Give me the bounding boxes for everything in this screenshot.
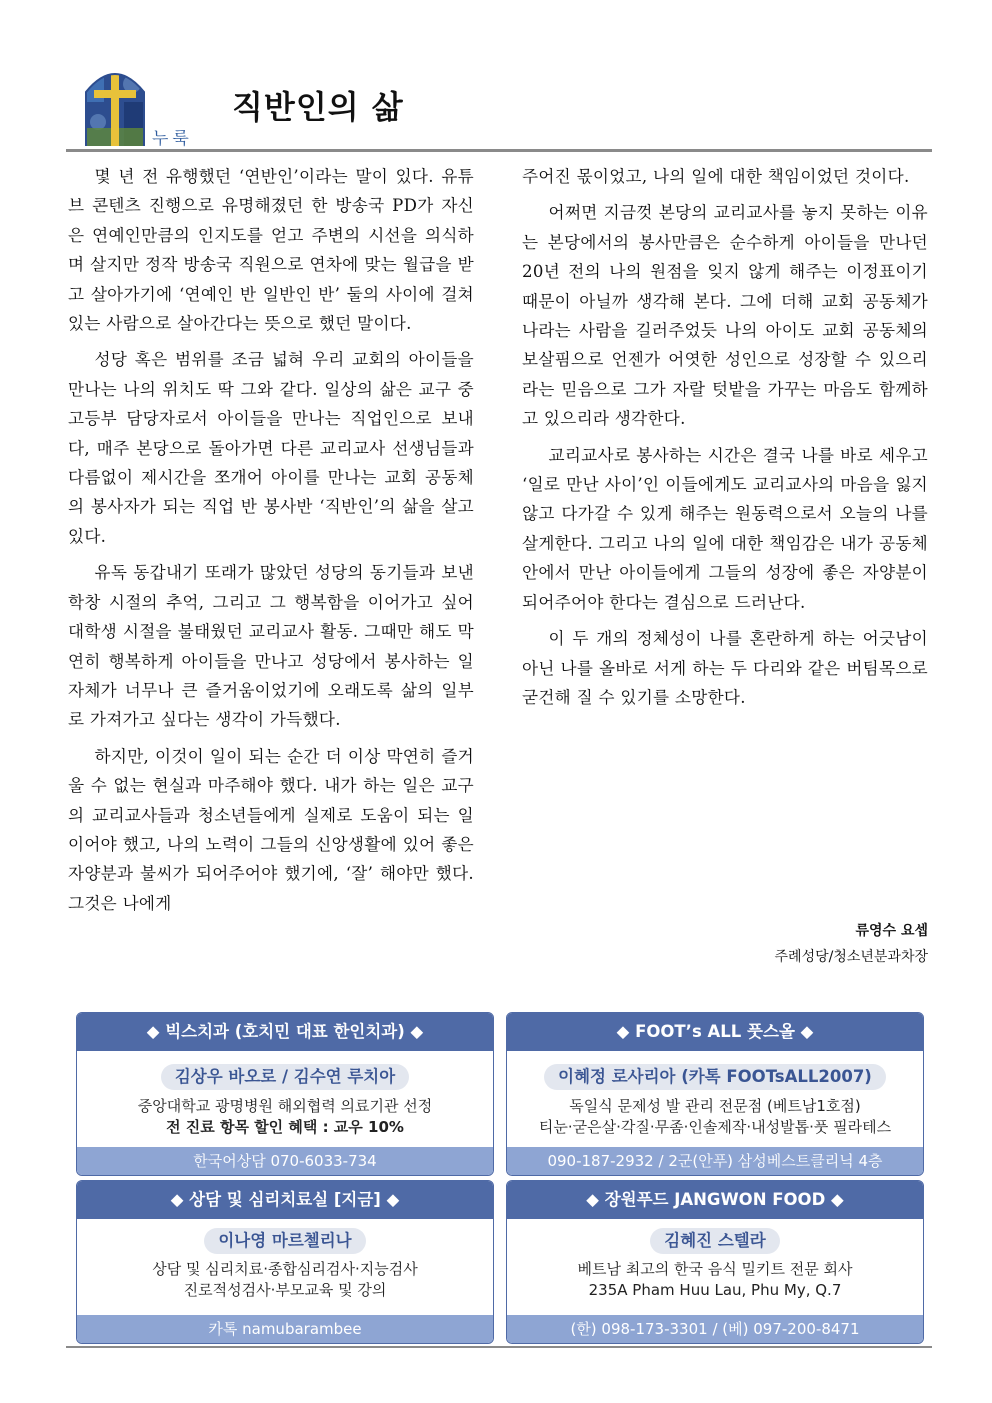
paragraph: 주어진 몫이었고, 나의 일에 대한 책임이었던 것이다. [522, 167, 910, 186]
ad-contact-name: 김혜진 스텔라 [650, 1228, 779, 1254]
ad-description: 상담 및 심리치료·종합심리검사·지능검사 [152, 1260, 418, 1278]
page-title: 직반인의 삶 [232, 88, 404, 126]
ad-card-foots-all [506, 1012, 924, 1176]
article-right-column [522, 162, 928, 719]
ad-contact-footer: 카톡 namubarambee [77, 1315, 493, 1343]
header-divider [66, 149, 932, 152]
ad-description: 진로적성검사·부모교육 및 강의 [183, 1281, 387, 1299]
ad-description: 티눈·굳은살·각질·무좀·인솔제작·내성발톱·풋 필라테스 [538, 1118, 892, 1136]
ad-description: 독일식 문제성 발 관리 전문점 (베트남1호점) [569, 1097, 861, 1115]
article-left-column [68, 162, 474, 925]
ad-description: 베트남 최고의 한국 음식 밀키트 전문 회사 [577, 1260, 853, 1278]
footer-divider [66, 1346, 932, 1348]
author-title: 주례성당/청소년분과차장 [774, 949, 928, 965]
ad-contact-name: 이나영 마르첼리나 [204, 1228, 365, 1254]
logo-label: 누룩 [152, 129, 193, 149]
paragraph: 유독 동갑내기 또래가 많았던 성당의 동기들과 보낸 학창 시절의 추억, 그리고 그 행복함을 이어가고 싶어 대학생 시절을 불태웠던 교리교사 활동. 그때만 해도 막연히 행복하게 아이들을 만나고 성당에서 봉사하는 일 자체가 너무나 큰 즐거움이었기에 오래도록 삶의 일부로 가져가고 싶다는 생각이 가득했다. [68, 563, 474, 730]
paragraph: 교리교사로 봉사하는 시간은 결국 나를 바로 세우고 ‘일로 만난 사이’인 이들에게도 교리교사의 마음을 잃지 않고 다가갈 수 있게 해주는 원동력으로서 오늘의 나를 살게한다. 그리고 나의 일에 대한 책임감은 내가 공동체 안에서 만난 아이들에게 그들의 성장에 좋은 자양분이 되어주어야 한다는 결심으로 드러난다. [522, 445, 928, 612]
ad-heading: ◆ 장원푸드 JANGWON FOOD ◆ [507, 1181, 923, 1219]
ad-card-jangwon-food [506, 1180, 924, 1344]
ad-heading: ◆ FOOT’s ALL 풋스올 ◆ [507, 1013, 923, 1051]
ad-contact-name: 김상우 바오로 / 김수연 루치아 [161, 1064, 409, 1090]
author-name: 류영수 요셉 [855, 923, 928, 939]
stained-glass-cross-logo [84, 62, 146, 146]
ad-description: 중앙대학교 광명병원 해외협력 의료기관 선정 [137, 1097, 433, 1115]
paragraph: 성당 혹은 범위를 조금 넓혀 우리 교회의 아이들을 만나는 나의 위치도 딱 그와 같다. 일상의 삶은 교구 중고등부 담당자로서 아이들을 만나는 직업인으로 보내다, 매주 본당으로 돌아가면 다른 교리교사 선생님들과 다름없이 제시간을 쪼개어 아이를 만나는 교회 공동체의 봉사자가 되는 직업 반 봉사반 ‘직반인’의 삶을 살고 있다. [68, 350, 474, 546]
ad-contact-footer: (한) 098-173-3301 / (베) 097-200-8471 [507, 1315, 923, 1343]
ad-contact-footer: 090-187-2932 / 2군(안푸) 삼성베스트클리닉 4층 [507, 1147, 923, 1175]
ad-heading: ◆ 빅스치과 (호치민 대표 한인치과) ◆ [77, 1013, 493, 1051]
paragraph: 몇 년 전 유행했던 ‘연반인’이라는 말이 있다. 유튜브 콘텐츠 진행으로 유명해졌던 한 방송국 PD가 자신은 연예인만큼의 인지도를 얻고 주변의 시선을 의식하며 살지만 정작 방송국 직원으로 연차에 맞는 월급을 받고 살아가기에 ‘연예인 반 일반인 반’ 둘의 사이에 걸쳐있는 사람으로 살아간다는 뜻으로 했던 말이다. [68, 167, 474, 334]
author-block [775, 918, 928, 970]
ad-heading: ◆ 상담 및 심리치료실 [지금] ◆ [77, 1181, 493, 1219]
paragraph: 이 두 개의 정체성이 나를 혼란하게 하는 어긋남이 아닌 나를 올바로 서게 하는 두 다리와 같은 버팀목으로 굳건해 질 수 있기를 소망한다. [522, 629, 928, 707]
paragraph: 하지만, 이것이 일이 되는 순간 더 이상 막연히 즐거울 수 없는 현실과 마주해야 했다. 내가 하는 일은 교구의 교리교사들과 청소년들에게 실제로 도움이 되는 일이어야 했고, 나의 노력이 그들의 신앙생활에 있어 좋은 자양분과 불씨가 되어주어야 했기에, ‘잘’ 해야만 했다. 그것은 나에게 [68, 746, 474, 913]
ad-contact-name: 이혜정 로사리아 (카톡 FOOTsALL2007) [544, 1064, 886, 1090]
ad-card-counseling [76, 1180, 494, 1344]
ad-card-bix-dental [76, 1012, 494, 1176]
paragraph: 어쩌면 지금껏 본당의 교리교사를 놓지 못하는 이유는 본당에서의 봉사만큼은 순수하게 아이들을 만나던 20년 전의 나의 원점을 잊지 않게 해주는 이정표이기 때문이 아닐까 생각해 본다. 그에 더해 교회 공동체가 나라는 사람을 길러주었듯 나의 아이도 교회 공동체의 보살핌으로 언젠가 어엿한 성인으로 성장할 수 있으리라는 믿음으로 그가 자랄 텃밭을 가꾸는 마음도 함께하고 있으리라 생각한다. [522, 203, 928, 429]
ad-description: 235A Pham Huu Lau, Phu My, Q.7 [588, 1281, 842, 1299]
ad-contact-footer: 한국어상담 070-6033-734 [77, 1147, 493, 1175]
ad-description: 전 진료 항목 할인 혜택 : 교우 10% [166, 1118, 404, 1136]
